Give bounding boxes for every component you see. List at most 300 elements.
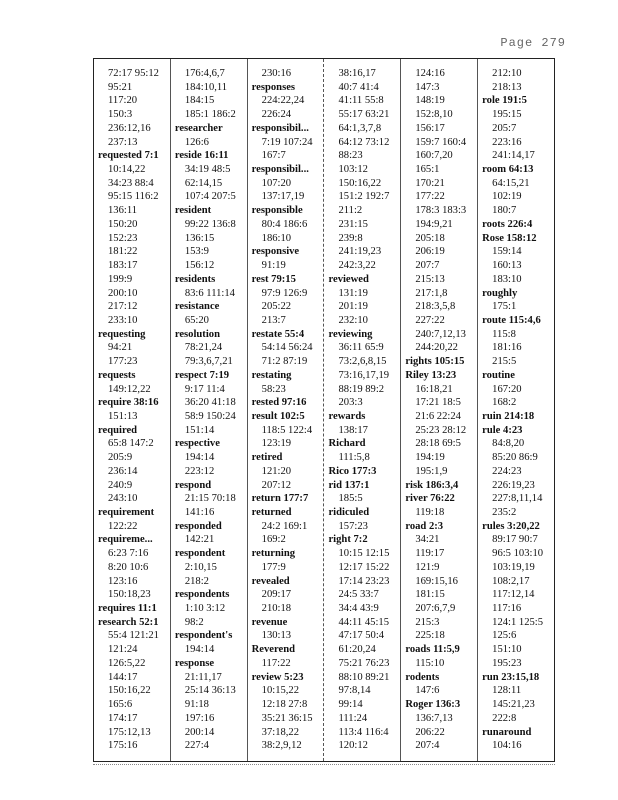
index-page-ref: 10:15 12:15 <box>338 548 390 560</box>
index-page-ref: 205:18 <box>415 232 445 244</box>
index-page-ref: 156:12 <box>184 260 215 272</box>
index-page-ref: 218:3,5,8 <box>415 301 456 313</box>
index-column-2 <box>171 59 248 761</box>
index-page-ref: 97:8,14 <box>338 685 371 697</box>
index-headword: resident <box>174 205 212 217</box>
index-page-ref: 194:14 <box>184 452 215 464</box>
index-page-ref: 123:19 <box>261 438 292 450</box>
index-page-ref: 240:7,12,13 <box>415 328 466 340</box>
index-page-ref: 142:21 <box>184 534 215 546</box>
index-page-ref: 55:4 121:21 <box>108 630 159 642</box>
index-page-ref: 195:1,9 <box>415 465 448 477</box>
index-page-ref: 8:20 10:6 <box>108 561 149 573</box>
index-page-ref: 65:8 147:2 <box>108 438 154 450</box>
index-page-ref: 120:12 <box>338 740 368 752</box>
index-page-ref: 183:10 <box>492 273 522 285</box>
index-page-ref: 184:10,11 <box>184 81 228 93</box>
index-page-ref: 194:19 <box>415 452 445 464</box>
index-page-ref: 35:21 36:15 <box>261 712 313 724</box>
index-page-ref: 84:8,20 <box>492 438 525 450</box>
index-page-ref: 217:1,8 <box>415 287 448 299</box>
index-page-ref: 34:4 43:9 <box>338 603 379 615</box>
index-headword: right 7:2 <box>328 534 368 546</box>
index-headword: role 191:5 <box>482 95 527 107</box>
index-page-ref: 21:6 22:24 <box>415 410 461 422</box>
index-page-ref: 102:19 <box>492 191 522 203</box>
index-page-ref: 148:19 <box>415 95 445 107</box>
index-headword: requirement <box>98 507 155 518</box>
index-headword: roughly <box>482 287 518 299</box>
index-headword: requesting <box>98 328 146 340</box>
index-headword: responses <box>251 81 296 93</box>
index-headword: rule 4:23 <box>482 424 523 436</box>
index-page-ref: 79:3,6,7,21 <box>184 356 233 368</box>
index-page-ref: 2:10,15 <box>184 561 217 573</box>
index-headword: revenue <box>251 616 288 628</box>
index-headword: rested 97:16 <box>251 397 307 409</box>
index-page-ref: 119:18 <box>415 507 445 518</box>
index-page-ref: 91:19 <box>261 260 286 272</box>
index-page-ref: 150:18,23 <box>108 589 151 601</box>
index-headword: reviewing <box>328 328 373 340</box>
index-page-ref: 159:7 160:4 <box>415 136 467 148</box>
index-page-ref: 71:2 87:19 <box>261 356 308 368</box>
index-page-ref: 10:14,22 <box>108 164 146 176</box>
index-page-ref: 153:9 <box>184 246 209 258</box>
index-page-ref: 205:22 <box>261 301 292 313</box>
index-page-ref: 181:15 <box>415 589 445 601</box>
index-page-ref: 160:13 <box>492 260 522 272</box>
index-page-ref: 167:7 <box>261 150 286 162</box>
index-page-ref: 145:21,23 <box>492 699 535 711</box>
index-page-ref: 62:14,15 <box>184 177 223 189</box>
index-page-ref: 209:17 <box>261 589 292 601</box>
index-headword: returned <box>251 507 292 518</box>
index-page-ref: 241:19,23 <box>338 246 382 258</box>
index-page-ref: 103:12 <box>338 164 368 176</box>
index-page-ref: 6:23 7:16 <box>108 548 149 560</box>
index-page-ref: 117:20 <box>108 95 138 107</box>
index-page-ref: 169:15,16 <box>415 575 458 587</box>
index-page-ref: 194:14 <box>184 644 215 656</box>
index-page-ref: 175:1 <box>492 301 517 313</box>
index-page-ref: 72:17 95:12 <box>108 68 159 79</box>
index-page-ref: 205:9 <box>108 452 133 464</box>
index-page-ref: 244:20,22 <box>415 342 458 354</box>
index-page-ref: 126:5,22 <box>108 657 146 669</box>
index-page-ref: 185:1 186:2 <box>184 109 236 121</box>
index-headword: rest 79:15 <box>251 273 296 285</box>
index-page-ref: 124:1 125:5 <box>492 616 544 628</box>
index-headword: Reverend <box>251 644 296 656</box>
index-page-ref: 89:17 90:7 <box>492 534 538 546</box>
index-headword: Roger 136:3 <box>405 699 461 711</box>
index-page-ref: 73:16,17,19 <box>338 369 390 381</box>
index-page-ref: 152:23 <box>108 232 138 244</box>
index-page-ref: 224:22,24 <box>261 95 305 107</box>
index-page-ref: 211:2 <box>338 205 363 217</box>
index-page-ref: 152:8,10 <box>415 109 453 121</box>
index-headword: response <box>174 657 215 669</box>
index-headword: room 64:13 <box>482 164 534 176</box>
index-page-ref: 224:23 <box>492 465 522 477</box>
index-page-ref: 117:22 <box>261 657 291 669</box>
index-page-ref: 160:7,20 <box>415 150 453 162</box>
index-page-ref: 201:19 <box>338 301 368 313</box>
index-page-ref: 65:20 <box>184 314 209 326</box>
index-page-ref: 64:1,3,7,8 <box>338 122 382 134</box>
index-page-ref: 181:22 <box>108 246 138 258</box>
index-page-ref: 141:16 <box>184 507 215 518</box>
index-headword: responsibil... <box>251 164 309 176</box>
index-page-ref: 186:10 <box>261 232 292 244</box>
index-headword: river 76:22 <box>405 493 455 505</box>
index-headword: rights 105:15 <box>405 356 465 368</box>
index-page-ref: 117:12,14 <box>492 589 535 601</box>
index-page-ref: 230:16 <box>261 68 292 79</box>
index-headword: roads 11:5,9 <box>405 644 460 656</box>
index-page-ref: 137:17,19 <box>261 191 305 203</box>
index-headword: reviewed <box>328 273 369 285</box>
index-headword: run 23:15,18 <box>482 671 540 683</box>
index-page-ref: 91:18 <box>184 699 209 711</box>
index-headword: rules 3:20,22 <box>482 520 540 532</box>
page-number: Page 279 <box>500 36 566 50</box>
index-page-ref: 34:21 <box>415 534 440 546</box>
index-headword: responsibil... <box>251 122 309 134</box>
index-page-ref: 104:16 <box>492 740 522 752</box>
index-page-ref: 213:7 <box>261 314 286 326</box>
index-page-ref: 73:2,6,8,15 <box>338 356 387 368</box>
index-page-ref: 165:6 <box>108 699 133 711</box>
index-page-ref: 28:18 69:5 <box>415 438 461 450</box>
index-page-ref: 206:22 <box>415 726 445 738</box>
index-page-ref: 203:3 <box>338 397 363 409</box>
index-page-ref: 55:17 63:21 <box>338 109 390 121</box>
index-headword: respective <box>174 438 220 450</box>
index-page-ref: 151:10 <box>492 644 522 656</box>
index-headword: Rico 177:3 <box>328 465 377 477</box>
index-page-ref: 185:5 <box>338 493 363 505</box>
index-page-ref: 88:23 <box>338 150 363 162</box>
index-headword: reside 16:11 <box>174 150 229 162</box>
index-page-ref: 225:18 <box>415 630 445 642</box>
index-page-ref: 138:17 <box>338 424 368 436</box>
index-page-ref: 10:15,22 <box>261 685 300 697</box>
index-page-ref: 97:9 126:9 <box>261 287 308 299</box>
index-page-ref: 121:20 <box>261 465 292 477</box>
index-page-ref: 240:9 <box>108 479 133 491</box>
index-page-ref: 215:3 <box>415 616 440 628</box>
index-page-ref: 88:19 89:2 <box>338 383 385 395</box>
index-page-ref: 124:16 <box>415 68 445 79</box>
index-headword: requests <box>98 369 136 381</box>
index-headword: responsive <box>251 246 300 258</box>
index-column-6 <box>478 59 554 761</box>
index-page-ref: 151:14 <box>184 424 215 436</box>
index-headword: road 2:3 <box>405 520 444 532</box>
index-page-ref: 25:14 36:13 <box>184 685 236 697</box>
index-headword: return 177:7 <box>251 493 309 505</box>
index-page-ref: 36:11 65:9 <box>338 342 384 354</box>
index-page-ref: 149:12,22 <box>108 383 151 395</box>
index-page-ref: 61:20,24 <box>338 644 376 656</box>
index-page-ref: 184:15 <box>184 95 215 107</box>
index-page-ref: 174:17 <box>108 712 138 724</box>
index-page-ref: 175:16 <box>108 740 138 752</box>
index-page-ref: 88:10 89:21 <box>338 671 390 683</box>
index-page-ref: 1:10 3:12 <box>184 603 226 615</box>
index-page-ref: 36:20 41:18 <box>184 397 236 409</box>
index-page-ref: 78:21,24 <box>184 342 223 354</box>
index-page-ref: 212:10 <box>492 68 522 79</box>
index-headword: responsible <box>251 205 303 217</box>
index-page-ref: 232:10 <box>338 314 368 326</box>
index-page-ref: 121:24 <box>108 644 138 656</box>
index-page-ref: 121:9 <box>415 561 440 573</box>
index-headword: returning <box>251 548 296 560</box>
index-headword: risk 186:3,4 <box>405 479 459 491</box>
index-page-ref: 24:2 169:1 <box>261 520 308 532</box>
index-headword: Richard <box>328 438 366 450</box>
index-page-ref: 17:21 18:5 <box>415 397 461 409</box>
index-column-1 <box>94 59 171 761</box>
index-headword: requireme... <box>98 534 153 546</box>
index-headword: requested 7:1 <box>98 150 159 162</box>
index-page-ref: 111:5,8 <box>338 452 370 464</box>
index-column-4 <box>324 59 401 761</box>
index-page-ref: 239:8 <box>338 232 363 244</box>
index-page-ref: 38:2,9,12 <box>261 740 302 752</box>
index-page-ref: 98:2 <box>184 616 204 628</box>
index-page-ref: 136:7,13 <box>415 712 453 724</box>
index-page-ref: 12:18 27:8 <box>261 699 308 711</box>
index-headword: required <box>98 424 138 436</box>
index-page-ref: 200:10 <box>108 287 138 299</box>
index-headword: respond <box>174 479 212 491</box>
index-page-ref: 151:13 <box>108 410 138 422</box>
index-page-ref: 147:3 <box>415 81 440 93</box>
index-headword: respondent <box>174 548 226 560</box>
index-headword: roots 226:4 <box>482 218 533 230</box>
index-page-ref: 215:13 <box>415 273 445 285</box>
index-page-ref: 40:7 41:4 <box>338 81 379 93</box>
index-page-ref: 128:11 <box>492 685 522 697</box>
index-headword: ruin 214:18 <box>482 410 535 422</box>
index-page-ref: 136:11 <box>108 205 138 217</box>
index-page-ref: 58:23 <box>261 383 286 395</box>
index-page-ref: 156:17 <box>415 122 445 134</box>
index-page-ref: 85:20 86:9 <box>492 452 538 464</box>
index-headword: rewards <box>328 410 366 422</box>
index-page-ref: 115:8 <box>492 328 516 340</box>
index-page-ref: 115:10 <box>415 657 445 669</box>
index-page-ref: 24:5 33:7 <box>338 589 379 601</box>
index-page-ref: 99:22 136:8 <box>184 218 236 230</box>
index-page-ref: 183:17 <box>108 260 138 272</box>
index-page-ref: 151:2 192:7 <box>338 191 390 203</box>
index-headword: rid 137:1 <box>328 479 370 491</box>
index-page-ref: 122:22 <box>108 520 138 532</box>
index-page-ref: 178:3 183:3 <box>415 205 467 217</box>
index-page-ref: 235:2 <box>492 507 517 518</box>
index-headword: revealed <box>251 575 290 587</box>
index-page-ref: 195:23 <box>492 657 522 669</box>
index-page-ref: 107:20 <box>261 177 292 189</box>
index-headword: require 38:16 <box>98 397 159 409</box>
index-page-ref: 147:6 <box>415 685 440 697</box>
index-page-ref: 95:21 <box>108 81 133 93</box>
index-page-ref: 75:21 76:23 <box>338 657 390 669</box>
index-page-ref: 210:18 <box>261 603 292 615</box>
index-page-ref: 83:6 111:14 <box>184 287 235 299</box>
index-page-ref: 223:12 <box>184 465 215 477</box>
index-page-ref: 227:8,11,14 <box>492 493 543 505</box>
index-page-ref: 242:3,22 <box>338 260 376 272</box>
index-page-ref: 118:5 122:4 <box>261 424 313 436</box>
index-headword: respondents <box>174 589 230 601</box>
index-page-ref: 130:13 <box>261 630 292 642</box>
index-page-ref: 136:15 <box>184 232 215 244</box>
index-page-ref: 205:7 <box>492 122 517 134</box>
index-page-ref: 108:2,17 <box>492 575 530 587</box>
index-headword: research 52:1 <box>98 616 159 628</box>
index-page-ref: 17:14 23:23 <box>338 575 390 587</box>
index-headword: responded <box>174 520 222 532</box>
index-page-ref: 44:11 45:15 <box>338 616 390 628</box>
index-page-ref: 25:23 28:12 <box>415 424 467 436</box>
index-page-ref: 218:2 <box>184 575 209 587</box>
index-page-ref: 207:6,7,9 <box>415 603 456 615</box>
index-page-ref: 41:11 55:8 <box>338 95 384 107</box>
index-page-ref: 197:16 <box>184 712 215 724</box>
index-page-ref: 231:15 <box>338 218 368 230</box>
index-page-ref: 207:4 <box>415 740 440 752</box>
index-page-ref: 177:9 <box>261 561 286 573</box>
index-page-ref: 54:14 56:24 <box>261 342 313 354</box>
index-page-ref: 150:16,22 <box>338 177 382 189</box>
index-page-ref: 176:4,6,7 <box>184 68 225 79</box>
index-headword: researcher <box>174 122 223 134</box>
index-headword: restate 55:4 <box>251 328 305 340</box>
index-page-ref: 103:19,19 <box>492 561 535 573</box>
index-page-ref: 195:15 <box>492 109 522 121</box>
index-page-ref: 167:20 <box>492 383 522 395</box>
index-headword: rodents <box>405 671 440 683</box>
index-page-ref: 194:9,21 <box>415 218 453 230</box>
index-page-ref: 117:16 <box>492 603 522 615</box>
index-headword: Riley 13:23 <box>405 369 457 381</box>
index-page-ref: 16:18,21 <box>415 383 453 395</box>
index-page-ref: 126:6 <box>184 136 209 148</box>
index-headword: route 115:4,6 <box>482 314 541 326</box>
index-page-ref: 217:12 <box>108 301 138 313</box>
index-page-ref: 34:23 88:4 <box>108 177 154 189</box>
index-page-ref: 111:24 <box>338 712 368 724</box>
index-page-ref: 226:19,23 <box>492 479 535 491</box>
index-page-ref: 99:14 <box>338 699 363 711</box>
index-page-ref: 226:24 <box>261 109 292 121</box>
index-headword: requires 11:1 <box>98 603 157 615</box>
bottom-divider <box>93 764 555 765</box>
index-headword: respondent's <box>174 630 233 642</box>
index-page-ref: 123:16 <box>108 575 138 587</box>
index-page-ref: 47:17 50:4 <box>338 630 385 642</box>
index-headword: result 102:5 <box>251 410 305 422</box>
index-page-ref: 177:22 <box>415 191 445 203</box>
word-index-table <box>93 58 555 762</box>
index-page-ref: 207:7 <box>415 260 440 272</box>
index-page-ref: 227:4 <box>184 740 209 752</box>
index-page-ref: 64:15,21 <box>492 177 530 189</box>
index-headword: respect 7:19 <box>174 369 230 381</box>
index-page-ref: 9:17 11:4 <box>184 383 225 395</box>
index-page-ref: 175:12,13 <box>108 726 151 738</box>
index-page-ref: 64:12 73:12 <box>338 136 390 148</box>
index-page-ref: 236:12,16 <box>108 122 151 134</box>
index-page-ref: 80:4 186:6 <box>261 218 308 230</box>
index-page-ref: 157:23 <box>338 520 368 532</box>
index-headword: review 5:23 <box>251 671 304 683</box>
index-page-ref: 107:4 207:5 <box>184 191 236 203</box>
index-page-ref: 200:14 <box>184 726 215 738</box>
index-page-ref: 21:11,17 <box>184 671 222 683</box>
index-page-ref: 144:17 <box>108 671 138 683</box>
index-headword: Rose 158:12 <box>482 232 537 244</box>
index-page-ref: 38:16,17 <box>338 68 376 79</box>
index-page-ref: 237:13 <box>108 136 138 148</box>
index-page-ref: 37:18,22 <box>261 726 300 738</box>
index-page-ref: 236:14 <box>108 465 138 477</box>
index-page-ref: 159:14 <box>492 246 522 258</box>
index-page-ref: 215:5 <box>492 356 517 368</box>
index-page-ref: 207:12 <box>261 479 292 491</box>
index-page-ref: 180:7 <box>492 205 517 217</box>
index-headword: residents <box>174 273 216 285</box>
index-headword: resistance <box>174 301 220 313</box>
index-headword: resolution <box>174 328 220 340</box>
index-column-3 <box>248 59 325 761</box>
index-page-ref: 241:14,17 <box>492 150 535 162</box>
index-headword: runaround <box>482 726 532 738</box>
index-page-ref: 243:10 <box>108 493 138 505</box>
index-page-ref: 223:16 <box>492 136 522 148</box>
index-headword: restating <box>251 369 292 381</box>
index-page-ref: 165:1 <box>415 164 440 176</box>
index-page-ref: 7:19 107:24 <box>261 136 313 148</box>
index-page-ref: 96:5 103:10 <box>492 548 544 560</box>
index-page-ref: 222:8 <box>492 712 517 724</box>
index-page-ref: 150:3 <box>108 109 133 121</box>
index-page-ref: 125:6 <box>492 630 517 642</box>
index-page-ref: 199:9 <box>108 273 133 285</box>
index-page-ref: 113:4 116:4 <box>338 726 389 738</box>
index-page-ref: 150:20 <box>108 218 138 230</box>
index-headword: retired <box>251 452 283 464</box>
index-page-ref: 34:19 48:5 <box>184 164 231 176</box>
index-page-ref: 168:2 <box>492 397 517 409</box>
index-page-ref: 95:15 116:2 <box>108 191 159 203</box>
index-page-ref: 150:16,22 <box>108 685 151 697</box>
index-page-ref: 181:16 <box>492 342 522 354</box>
index-page-ref: 12:17 15:22 <box>338 561 390 573</box>
index-page-ref: 170:21 <box>415 177 445 189</box>
index-headword: routine <box>482 369 515 381</box>
index-column-5 <box>401 59 478 761</box>
index-page-ref: 119:17 <box>415 548 445 560</box>
index-headword: ridiculed <box>328 507 370 518</box>
index-page-ref: 21:15 70:18 <box>184 493 236 505</box>
